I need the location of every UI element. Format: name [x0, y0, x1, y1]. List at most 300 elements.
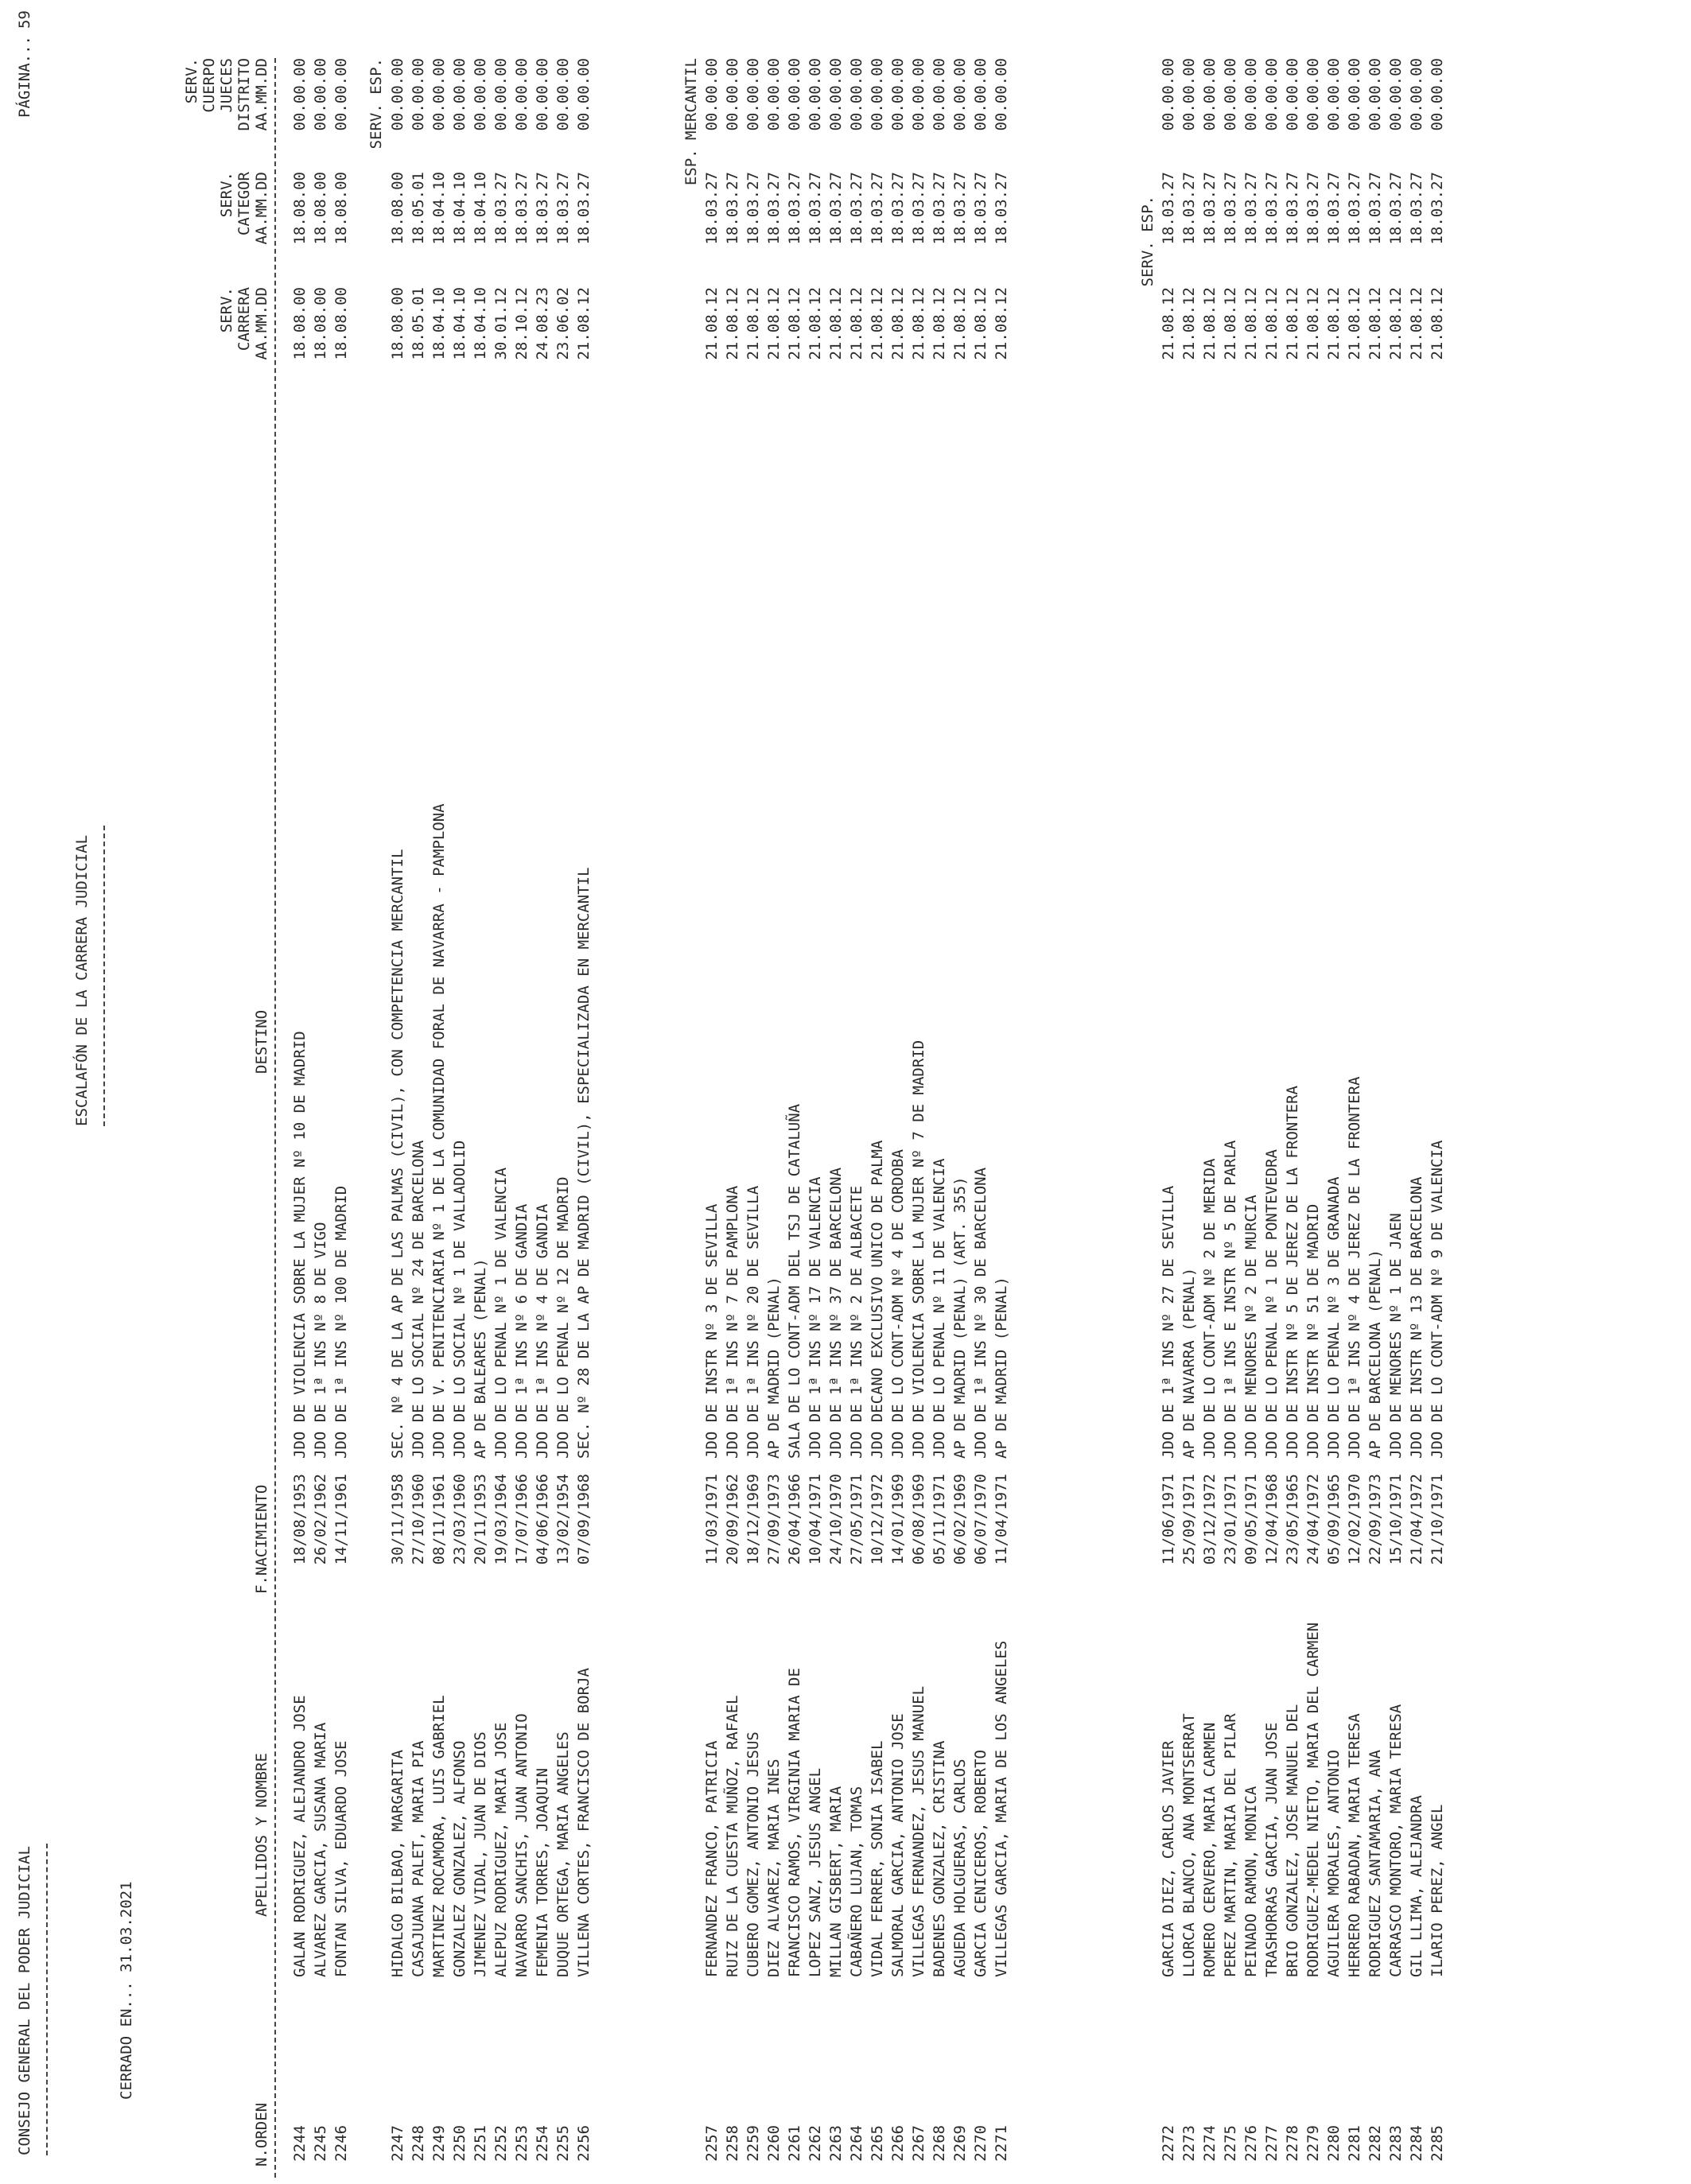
- serv-carrera: 21.08.12: [1242, 287, 1260, 360]
- order-number: 2267: [910, 2125, 927, 2162]
- order-number: 2254: [534, 2125, 551, 2162]
- serv-categoria: 18.03.27: [575, 172, 593, 245]
- order-number: 2247: [389, 2125, 406, 2162]
- order-number: 2272: [1160, 2125, 1177, 2162]
- serv-distrito: 00.00.00: [910, 58, 927, 131]
- order-number: 2278: [1284, 2125, 1301, 2162]
- serv-carrera: 21.08.12: [951, 287, 969, 360]
- destination: JDO DE VIOLENCIA SOBRE LA MUJER Nº 7 DE MADRID: [910, 1040, 927, 1459]
- table-row: [829, 0, 849, 2184]
- note-serv-esp-1: SERV. ESP.: [367, 58, 385, 150]
- order-number: 2268: [931, 2125, 948, 2162]
- judge-name: HERRERO RABADAN, MARIA TERESA: [1346, 1713, 1363, 1977]
- col-birth: F.NACIMIENTO: [253, 1484, 270, 1594]
- table-row: [515, 0, 535, 2184]
- serv-categoria: 18.03.27: [1325, 172, 1343, 245]
- order-number: 2252: [492, 2125, 510, 2162]
- serv-distrito: 00.00.00: [1242, 58, 1260, 131]
- serv-carrera: 21.08.12: [848, 287, 865, 360]
- order-number: 2277: [1263, 2125, 1281, 2162]
- serv-carrera: 21.08.12: [1201, 287, 1219, 360]
- destination: AP DE BARCELONA (PENAL): [1366, 1249, 1384, 1459]
- serv-categoria: 18.03.27: [554, 172, 572, 245]
- serv-categoria: 18.03.27: [703, 172, 721, 245]
- serv-distrito: 00.00.00: [827, 58, 845, 131]
- judge-name: GONZALEZ GONZALEZ, ALFONSO: [451, 1740, 468, 1977]
- serv-carrera: 21.08.12: [993, 287, 1010, 360]
- judge-name: PEREZ MARTIN, MARIA DEL PILAR: [1222, 1713, 1239, 1977]
- birth-date: 20/09/1962: [724, 1474, 741, 1565]
- birth-date: 23/03/1960: [451, 1474, 468, 1565]
- order-number: 2275: [1222, 2125, 1239, 2162]
- order-number: 2258: [724, 2125, 741, 2162]
- serv-categoria: 18.03.27: [1180, 172, 1198, 245]
- birth-date: 27/09/1973: [765, 1474, 783, 1565]
- judge-name: ROMERO CERVERO, MARIA CARMEN: [1201, 1722, 1219, 1977]
- serv-distrito: 00.00.00: [744, 58, 762, 131]
- table-row: [535, 0, 556, 2184]
- judge-name: CARRASCO MONTORO, MARIA TERESA: [1387, 1704, 1405, 1977]
- serv-distrito: 00.00.00: [1201, 58, 1219, 131]
- title-underline: [103, 826, 105, 1126]
- serv-categoria: 18.03.27: [765, 172, 783, 245]
- serv-distrito: 00.00.00: [1346, 58, 1363, 131]
- table-row: [1430, 0, 1451, 2184]
- judge-name: PEINADO RAMON, MONICA: [1242, 1786, 1260, 1977]
- table-row: [725, 0, 746, 2184]
- destination: JDO DE INSTR Nº 51 DE MADRID: [1304, 1203, 1322, 1459]
- judge-name: LOPEZ SANZ, JESUS ANGEL: [807, 1767, 824, 1977]
- order-number: 2284: [1408, 2125, 1425, 2162]
- destination: JDO DE LO PENAL Nº 11 DE VALENCIA: [931, 1158, 948, 1459]
- judge-name: FERNANDEZ FRANCO, PATRICIA: [703, 1740, 721, 1977]
- serv-distrito: 00.00.00: [765, 58, 783, 131]
- destination: AP DE BALEARES (PENAL): [472, 1258, 489, 1459]
- table-row: [1244, 0, 1265, 2184]
- serv-distrito: 00.00.00: [724, 58, 741, 131]
- serv-categoria: 18.03.27: [1222, 172, 1239, 245]
- serv-categoria: 18.03.27: [1346, 172, 1363, 245]
- table-row: [1285, 0, 1306, 2184]
- serv-distrito: 00.00.00: [430, 58, 448, 131]
- serv-distrito: 00.00.00: [1160, 58, 1177, 131]
- serv-distrito: 00.00.00: [492, 58, 510, 131]
- table-row: [932, 0, 953, 2184]
- order-number: 2274: [1201, 2125, 1219, 2162]
- destination: AP DE MADRID (PENAL) (ART. 355): [951, 1176, 969, 1459]
- serv-categoria: 18.03.27: [972, 172, 989, 245]
- serv-distrito: 00.00.00: [1366, 58, 1384, 131]
- serv-distrito: 00.00.00: [848, 58, 865, 131]
- col-categor-l2: CATEGOR: [235, 172, 253, 236]
- serv-distrito: 00.00.00: [291, 58, 309, 131]
- birth-date: 19/03/1964: [492, 1474, 510, 1565]
- serv-distrito: 00.00.00: [575, 58, 593, 131]
- serv-distrito: 00.00.00: [1284, 58, 1301, 131]
- order-number: 2281: [1346, 2125, 1363, 2162]
- destination: AP DE MADRID (PENAL): [765, 1277, 783, 1459]
- serv-categoria: 18.03.27: [534, 172, 551, 245]
- serv-categoria: 18.03.27: [951, 172, 969, 245]
- table-row: [891, 0, 912, 2184]
- serv-distrito: 00.00.00: [807, 58, 824, 131]
- serv-carrera: 21.08.12: [703, 287, 721, 360]
- birth-date: 12/04/1968: [1263, 1474, 1281, 1565]
- destination: JDO DE 1ª INS Nº 4 DE JEREZ DE LA FRONTERA: [1346, 1076, 1363, 1459]
- serv-carrera: 30.01.12: [492, 287, 510, 360]
- serv-carrera: 21.08.12: [869, 287, 886, 360]
- serv-categoria: 18.03.27: [1366, 172, 1384, 245]
- header-rule: [274, 58, 276, 2178]
- destination: JDO DE V. PENITENCIARIA Nº 1 DE LA COMUNIDAD FORAL DE NAVARRA - PAMPLONA: [430, 803, 448, 1459]
- note-serv-esp-2: SERV. ESP.: [1139, 196, 1156, 287]
- serv-distrito: 00.00.00: [1408, 58, 1425, 131]
- serv-distrito: 00.00.00: [312, 58, 329, 131]
- destination: JDO DE LO PENAL Nº 3 DE GRANADA: [1325, 1176, 1343, 1459]
- destination: SEC. Nº 4 DE LA AP DE LAS PALMAS (CIVIL), CON COMPETENCIA MERCANTIL: [389, 849, 406, 1459]
- judge-name: BRIO GONZALEZ, JOSE MANUEL DEL: [1284, 1704, 1301, 1977]
- col-destination: DESTINO: [253, 1009, 270, 1074]
- destination: SALA DE LO CONT-ADM DEL TSJ DE CATALUÑA: [786, 1103, 803, 1459]
- destination: JDO DE LO SOCIAL Nº 1 DE VALLADOLID: [451, 1140, 468, 1459]
- serv-carrera: 21.08.12: [1325, 287, 1343, 360]
- judge-name: AGUILERA MORALES, ANTONIO: [1325, 1750, 1343, 1977]
- destination: JDO DE 1ª INS Nº 37 DE BARCELONA: [827, 1167, 845, 1459]
- order-number: 2245: [312, 2125, 329, 2162]
- table-row: [432, 0, 453, 2184]
- order-number: 2280: [1325, 2125, 1343, 2162]
- serv-carrera: 21.08.12: [765, 287, 783, 360]
- col-categor-l1: SERV.: [218, 172, 235, 218]
- order-number: 2244: [291, 2125, 309, 2162]
- order-number: 2260: [765, 2125, 783, 2162]
- serv-distrito: 00.00.00: [993, 58, 1010, 131]
- destination: JDO DE INSTR Nº 13 DE BARCELONA: [1408, 1176, 1425, 1459]
- serv-categoria: 18.03.27: [1304, 172, 1322, 245]
- order-number: 2262: [807, 2125, 824, 2162]
- serv-carrera: 18.08.00: [291, 287, 309, 360]
- serv-categoria: 18.03.27: [889, 172, 907, 245]
- table-row: [1182, 0, 1203, 2184]
- serv-distrito: 00.00.00: [1180, 58, 1198, 131]
- serv-distrito: 00.00.00: [389, 58, 406, 131]
- serv-distrito: 00.00.00: [513, 58, 531, 131]
- table-row: [1409, 0, 1430, 2184]
- order-number: 2273: [1180, 2125, 1198, 2162]
- serv-categoria: 18.03.27: [1263, 172, 1281, 245]
- order-number: 2285: [1429, 2125, 1446, 2162]
- table-row: [1389, 0, 1409, 2184]
- birth-date: 25/09/1971: [1180, 1474, 1198, 1565]
- serv-carrera: 21.08.12: [889, 287, 907, 360]
- destination: JDO DE LO PENAL Nº 1 DE PONTEVEDRA: [1263, 1149, 1281, 1459]
- serv-carrera: 21.08.12: [1366, 287, 1384, 360]
- judge-name: HIDALGO BILBAO, MARGARITA: [389, 1750, 406, 1977]
- table-row: [313, 0, 334, 2184]
- serv-carrera: 21.08.12: [931, 287, 948, 360]
- table-row: [1161, 0, 1182, 2184]
- serv-distrito: 00.00.00: [1263, 58, 1281, 131]
- table-row: [494, 0, 515, 2184]
- judge-name: MILLAN GISBERT, MARIA: [827, 1786, 845, 1977]
- serv-categoria: 18.03.27: [848, 172, 865, 245]
- table-row: [1327, 0, 1347, 2184]
- judge-name: CUBERO GOMEZ, ANTONIO JESUS: [744, 1731, 762, 1977]
- destination: JDO DE MENORES Nº 1 DE JAEN: [1387, 1213, 1405, 1459]
- table-row: [787, 0, 808, 2184]
- table-row: [391, 0, 411, 2184]
- serv-distrito: 00.00.00: [869, 58, 886, 131]
- serv-carrera: 21.08.12: [1180, 287, 1198, 360]
- judge-name: VIDAL FERRER, SONIA ISABEL: [869, 1740, 886, 1977]
- table-row: [767, 0, 787, 2184]
- serv-carrera: 21.08.12: [807, 287, 824, 360]
- birth-date: 12/02/1970: [1346, 1474, 1363, 1565]
- serv-carrera: 23.06.02: [554, 287, 572, 360]
- table-row: [1306, 0, 1327, 2184]
- serv-categoria: 18.04.10: [451, 172, 468, 245]
- serv-carrera: 21.08.12: [1222, 287, 1239, 360]
- table-row: [453, 0, 473, 2184]
- judge-name: DUQUE ORTEGA, MARIA ANGELES: [554, 1731, 572, 1977]
- serv-carrera: 21.08.12: [724, 287, 741, 360]
- serv-categoria: 18.03.27: [1201, 172, 1219, 245]
- serv-carrera: 21.08.12: [1408, 287, 1425, 360]
- serv-distrito: 00.00.00: [1222, 58, 1239, 131]
- serv-distrito: 00.00.00: [1387, 58, 1405, 131]
- document-title: ESCALAFÓN DE LA CARRERA JUDICIAL: [73, 834, 91, 1126]
- serv-carrera: 21.08.12: [1304, 287, 1322, 360]
- serv-carrera: 21.08.12: [1387, 287, 1405, 360]
- serv-categoria: 18.08.00: [389, 172, 406, 245]
- table-row: [746, 0, 767, 2184]
- birth-date: 15/10/1971: [1387, 1474, 1405, 1565]
- serv-categoria: 18.03.27: [724, 172, 741, 245]
- col-carrera-l3: AA.MM.DD: [253, 287, 270, 360]
- serv-categoria: 18.03.27: [827, 172, 845, 245]
- table-row: [473, 0, 494, 2184]
- order-number: 2251: [472, 2125, 489, 2162]
- serv-categoria: 18.08.00: [312, 172, 329, 245]
- judge-name: TRASHORRAS GARCIA, JUAN JOSE: [1263, 1722, 1281, 1977]
- col-distrito-l3: JUECES: [218, 58, 235, 113]
- serv-distrito: 00.00.00: [1429, 58, 1446, 131]
- serv-distrito: 00.00.00: [410, 58, 427, 131]
- birth-date: 30/11/1958: [389, 1474, 406, 1565]
- destination: JDO DE 1ª INS Nº 27 DE SEVILLA: [1160, 1185, 1177, 1459]
- page-label: PÁGINA...: [16, 36, 33, 118]
- serv-distrito: 00.00.00: [451, 58, 468, 131]
- page-number: 59: [16, 10, 33, 29]
- birth-date: 27/05/1971: [848, 1474, 865, 1565]
- destination: JDO DE 1ª INS Nº 2 DE ALBACETE: [848, 1185, 865, 1459]
- judge-name: RODRIGUEZ-MEDEL NIETO, MARIA DEL CARMEN: [1304, 1622, 1322, 1977]
- table-row: [849, 0, 870, 2184]
- order-number: 2248: [410, 2125, 427, 2162]
- serv-categoria: 18.03.27: [1160, 172, 1177, 245]
- col-name: APELLIDOS Y NOMBRE: [253, 1753, 270, 1917]
- destination: JDO DE 1ª INS Nº 4 DE GANDIA: [534, 1203, 551, 1459]
- serv-distrito: 00.00.00: [703, 58, 721, 131]
- table-row: [870, 0, 891, 2184]
- destination: JDO DE LO CONT-ADM Nº 4 DE CORDOBA: [889, 1149, 907, 1459]
- table-row: [912, 0, 932, 2184]
- birth-date: 20/11/1953: [472, 1474, 489, 1565]
- serv-carrera: 18.04.10: [472, 287, 489, 360]
- birth-date: 10/04/1971: [807, 1474, 824, 1565]
- serv-distrito: 00.00.00: [951, 58, 969, 131]
- judge-name: GARCIA DIEZ, CARLOS JAVIER: [1160, 1740, 1177, 1977]
- serv-categoria: 18.04.10: [472, 172, 489, 245]
- birth-date: 05/11/1971: [931, 1474, 948, 1565]
- judge-name: GARCIA CENICEROS, ROBERTO: [972, 1750, 989, 1977]
- order-number: 2271: [993, 2125, 1010, 2162]
- serv-carrera: 21.08.12: [744, 287, 762, 360]
- serv-carrera: 21.08.12: [1263, 287, 1281, 360]
- destination: JDO DE LO SOCIAL Nº 24 DE BARCELONA: [410, 1140, 427, 1459]
- destination: AP DE MADRID (PENAL): [993, 1277, 1010, 1459]
- serv-carrera: 28.10.12: [513, 287, 531, 360]
- table-row: [1265, 0, 1285, 2184]
- birth-date: 14/01/1969: [889, 1474, 907, 1565]
- table-row: [705, 0, 725, 2184]
- birth-date: 03/12/1972: [1201, 1474, 1219, 1565]
- serv-carrera: 21.08.12: [786, 287, 803, 360]
- serv-carrera: 21.08.12: [1284, 287, 1301, 360]
- org-underline: [46, 1844, 48, 2155]
- serv-categoria: 18.03.27: [993, 172, 1010, 245]
- serv-categoria: 18.03.27: [1284, 172, 1301, 245]
- birth-date: 21/10/1971: [1429, 1474, 1446, 1565]
- col-order: N.ORDEN: [253, 2102, 270, 2167]
- serv-carrera: 18.04.10: [430, 287, 448, 360]
- serv-carrera: 18.04.10: [451, 287, 468, 360]
- destination: JDO DE LO CONT-ADM Nº 2 DE MERIDA: [1201, 1158, 1219, 1459]
- serv-carrera: 18.08.00: [389, 287, 406, 360]
- order-number: 2253: [513, 2125, 531, 2162]
- judge-name: CABAÑERO LUJAN, TOMAS: [848, 1786, 865, 1977]
- serv-distrito: 00.00.00: [889, 58, 907, 131]
- order-number: 2249: [430, 2125, 448, 2162]
- serv-carrera: 18.05.01: [410, 287, 427, 360]
- judge-name: GIL LLIMA, ALEJANDRA: [1408, 1795, 1425, 1977]
- serv-categoria: 18.03.27: [1408, 172, 1425, 245]
- birth-date: 18/12/1969: [744, 1474, 762, 1565]
- serv-carrera: 21.08.12: [1346, 287, 1363, 360]
- order-number: 2264: [848, 2125, 865, 2162]
- birth-date: 27/10/1960: [410, 1474, 427, 1565]
- closing-date: CERRADO EN... 31.03.2021: [118, 1881, 135, 2100]
- serv-carrera: 21.08.12: [910, 287, 927, 360]
- serv-categoria: 18.03.27: [1242, 172, 1260, 245]
- judge-name: ALVAREZ GARCIA, SUSANA MARIA: [312, 1722, 329, 1977]
- serv-distrito: 00.00.00: [332, 58, 350, 131]
- order-number: 2246: [332, 2125, 350, 2162]
- birth-date: 05/09/1965: [1325, 1474, 1343, 1565]
- destination: JDO DE INSTR Nº 3 DE SEVILLA: [703, 1203, 721, 1459]
- judge-name: BADENES GONZALEZ, CRISTINA: [931, 1740, 948, 1977]
- destination: JDO DE 1ª INS Nº 7 DE PAMPLONA: [724, 1185, 741, 1459]
- judge-name: FEMENIA TORRES, JOAQUIN: [534, 1767, 551, 1977]
- destination: JDO DE 1ª INS Nº 30 DE BARCELONA: [972, 1167, 989, 1459]
- serv-categoria: 18.03.27: [807, 172, 824, 245]
- table-row: [1203, 0, 1223, 2184]
- serv-categoria: 18.03.27: [786, 172, 803, 245]
- serv-categoria: 18.08.00: [291, 172, 309, 245]
- serv-categoria: 18.03.27: [492, 172, 510, 245]
- judge-name: JIMENEZ VIDAL, JUAN DE DIOS: [472, 1731, 489, 1977]
- judge-name: NAVARRO SANCHIS, JUAN ANTONIO: [513, 1713, 531, 1977]
- judge-name: CASAJUANA PALET, MARIA PIA: [410, 1740, 427, 1977]
- destination: SEC. Nº 28 DE LA AP DE MADRID (CIVIL), ESPECIALIZADA EN MERCANTIL: [575, 867, 593, 1459]
- serv-categoria: 18.05.01: [410, 172, 427, 245]
- birth-date: 04/06/1966: [534, 1474, 551, 1565]
- judge-name: VILLENA CORTES, FRANCISCO DE BORJA: [575, 1668, 593, 1977]
- judge-name: ILARIO PEREZ, ANGEL: [1429, 1804, 1446, 1977]
- order-number: 2282: [1366, 2125, 1384, 2162]
- table-row: [1223, 0, 1244, 2184]
- birth-date: 23/05/1965: [1284, 1474, 1301, 1565]
- judge-name: ALEPUZ RODRIGUEZ, MARIA JOSE: [492, 1722, 510, 1977]
- order-number: 2261: [786, 2125, 803, 2162]
- serv-distrito: 00.00.00: [931, 58, 948, 131]
- serv-distrito: 00.00.00: [786, 58, 803, 131]
- table-row: [411, 0, 432, 2184]
- destination: AP DE NAVARRA (PENAL): [1180, 1267, 1198, 1459]
- judge-name: MARTINEZ ROCAMORA, LUIS GABRIEL: [430, 1695, 448, 1977]
- judge-name: SALMORAL GARCIA, ANTONIO JOSE: [889, 1713, 907, 1977]
- serv-categoria: 18.03.27: [910, 172, 927, 245]
- birth-date: 26/02/1962: [312, 1474, 329, 1565]
- judge-name: RODRIGUEZ SANTAMARIA, ANA: [1366, 1750, 1384, 1977]
- destination: JDO DE 1ª INS Nº 6 DE GANDIA: [513, 1203, 531, 1459]
- note-esp-mercantil: ESP. MERCANTIL: [682, 58, 700, 186]
- birth-date: 18/08/1953: [291, 1474, 309, 1565]
- table-row: [1368, 0, 1389, 2184]
- birth-date: 06/07/1970: [972, 1474, 989, 1565]
- birth-date: 24/10/1970: [827, 1474, 845, 1565]
- serv-categoria: 18.03.27: [1429, 172, 1446, 245]
- destination: JDO DE LO PENAL Nº 12 DE MADRID: [554, 1176, 572, 1459]
- order-number: 2259: [744, 2125, 762, 2162]
- judge-name: DIEZ ALVAREZ, MARIA INES: [765, 1758, 783, 1977]
- destination: JDO DE 1ª INS E INSTR Nº 5 DE PARLA: [1222, 1140, 1239, 1459]
- destination: JDO DE 1ª INS Nº 20 DE SEVILLA: [744, 1185, 762, 1459]
- serv-categoria: 18.04.10: [430, 172, 448, 245]
- col-carrera-l1: SERV.: [218, 287, 235, 333]
- destination: JDO DE LO CONT-ADM Nº 9 DE VALENCIA: [1429, 1140, 1446, 1459]
- serv-distrito: 00.00.00: [554, 58, 572, 131]
- serv-distrito: 00.00.00: [972, 58, 989, 131]
- order-number: 2266: [889, 2125, 907, 2162]
- birth-date: 09/05/1971: [1242, 1474, 1260, 1565]
- col-distrito-l5: AA.MM.DD: [253, 58, 270, 131]
- serv-categoria: 18.08.00: [332, 172, 350, 245]
- serv-categoria: 18.03.27: [869, 172, 886, 245]
- org-name: CONSEJO GENERAL DEL PODER JUDICIAL: [16, 1846, 33, 2155]
- destination: JDO DE 1ª INS Nº 17 DE VALENCIA: [807, 1176, 824, 1459]
- birth-date: 11/03/1971: [703, 1474, 721, 1565]
- serv-categoria: 18.03.27: [1387, 172, 1405, 245]
- judge-name: GALAN RODRIGUEZ, ALEJANDRO JOSE: [291, 1695, 309, 1977]
- col-distrito-l1: SERV.: [183, 58, 200, 104]
- col-distrito-l2: CUERPO: [200, 58, 218, 113]
- birth-date: 26/04/1966: [786, 1474, 803, 1565]
- birth-date: 07/09/1968: [575, 1474, 593, 1565]
- serv-categoria: 18.03.27: [513, 172, 531, 245]
- serv-carrera: 18.08.00: [332, 287, 350, 360]
- col-categor-l3: AA.MM.DD: [253, 172, 270, 245]
